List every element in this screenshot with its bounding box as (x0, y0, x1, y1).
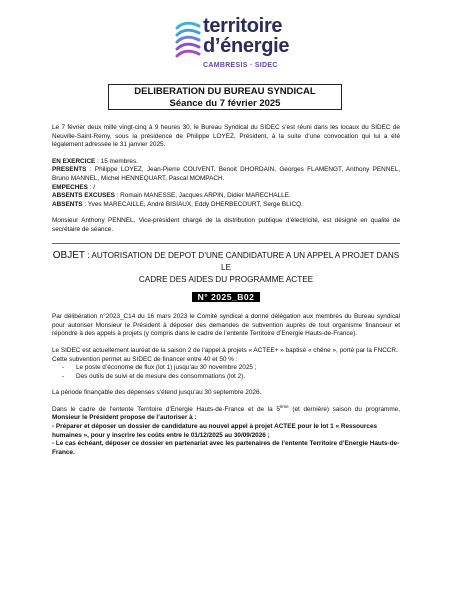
logo-text-line2: d’énergie (203, 35, 290, 57)
p5-superscript: ème (279, 403, 289, 409)
empeches-label: EMPECHES (52, 183, 88, 191)
p5-text-b: (et dernière) saison du programme, (288, 405, 400, 413)
list-item: - Le poste d’économe de flux (lot 1) jusqu’au 30 novembre 2025 ; (62, 364, 400, 373)
logo-subtitle: CAMBRESIS · SIDEC (203, 62, 278, 69)
session-date: Séance du 7 février 2025 (169, 98, 281, 109)
proposal-item-2: - Le cas échéant, déposer ce dossier en partenariat avec les partenaires de l’entente Territoire d’Energie Hauts-de-France. (52, 440, 400, 456)
presents-value: : Philippe LOYEZ, Jean-Pierre COUVENT, Benoit DHORDAIN, Georges FLAMENGT, Anthony PENNEL, Bruno MANNEL, Michel HENNEQUART, Pascal MOMPACH. (52, 166, 400, 182)
attendance-exercice (52, 158, 400, 167)
objet-heading (52, 250, 400, 286)
absents-label: ABSENTS (52, 200, 83, 208)
deliberation-number: N° 2025_B02 (192, 292, 261, 303)
document-body (52, 124, 400, 457)
attendance-excuses (52, 192, 400, 201)
absents-value: : Yves MARECAILLE, André BISIAUX, Eddy DHERBECOURT, Serge BLICQ. (82, 200, 303, 208)
body-paragraph-1: Par délibération n°2023_C14 du 16 mars 2023 le Comité syndical a donné délégation aux membres du Bureau syndical pour autoriser Monsieur le Président à déposer des demandes de subvention auprès de tout organisme financeur et répondre à des appels à projets (y compris dans le cadre de l’entente Territoire d’Energie Hauts-de-France). (52, 313, 400, 338)
secretary-paragraph: Monsieur Anthony PENNEL, Vice-président chargé de la distribution publique d’électricité, est désigné en qualité de secrétaire de séance. (52, 217, 400, 233)
proposal-item-1: - Préparer et déposer un dossier de candidature au nouvel appel à projet ACTEE pour le lot 1 « Ressources humaines », pour y inscrire les coûts entre le 01/12/2025 au 30/09/2026 ; (52, 423, 378, 439)
document-title-box (108, 84, 342, 110)
objet-prefix: OBJET (52, 249, 85, 261)
funding-list (52, 364, 400, 381)
excuses-value: : Romain MANESSE, Jacques ARPIN, Didier MARECHALLE. (114, 192, 291, 200)
body-paragraph-4: La période finançable des dépenses s’étend jusqu’au 30 septembre 2026. (52, 389, 262, 397)
excuses-label: ABSENTS EXCUSES (52, 192, 115, 200)
exercice-label: EN EXERCICE (52, 157, 96, 165)
attendance-presents (52, 166, 400, 183)
body-paragraph-2: Le SIDEC est actuellement lauréat de la saison 2 de l’appel à projets « ACTEE+ » baptisé « chêne », porté par la FNCCR. (52, 346, 398, 354)
section-divider (52, 243, 400, 244)
p5-text-a: Dans le cadre de l’entente Territoire d’Energie Hauts-de-France et de la 5 (52, 405, 280, 413)
objet-line2: CADRE DES AIDES DU PROGRAMME ACTEE (138, 274, 314, 284)
logo-text-line1: territoire (203, 15, 283, 37)
exercice-value: : 15 membres. (95, 157, 138, 165)
empeches-value: : / (87, 183, 95, 191)
body-paragraph-5 (52, 403, 400, 423)
presents-label: PRESENTS (52, 166, 87, 174)
document-title: DELIBERATION DU BUREAU SYNDICAL (134, 86, 316, 97)
attendance-absents (52, 201, 400, 210)
logo (175, 14, 335, 76)
attendance-empeches (52, 184, 400, 193)
list-item: - Des outils de suivi et de mesure des consommations (lot 2). (62, 373, 400, 382)
p5-bold: Monsieur le Président propose de l’autoriser à : (52, 414, 197, 422)
intro-paragraph: Le 7 février deux mille vingt-cinq à 9 heures 30, le Bureau Syndical du SIDEC s’est réuni dans les locaux du SIDEC de Neuville-Saint-Remy, sous la présidence de Philippe LOYEZ, Président, à la suite d’une convocation qui lui a été légalement adressée le 31 janvier 2025. (52, 124, 400, 149)
body-paragraph-3: Cette subvention permet au SIDEC de financer entre 40 et 50 % : (52, 355, 238, 363)
objet-line1: : AUTORISATION DE DEPOT D’UNE CANDIDATURE A UN APPEL A PROJET DANS LE (85, 250, 400, 272)
logo-wave-icon (175, 20, 201, 64)
